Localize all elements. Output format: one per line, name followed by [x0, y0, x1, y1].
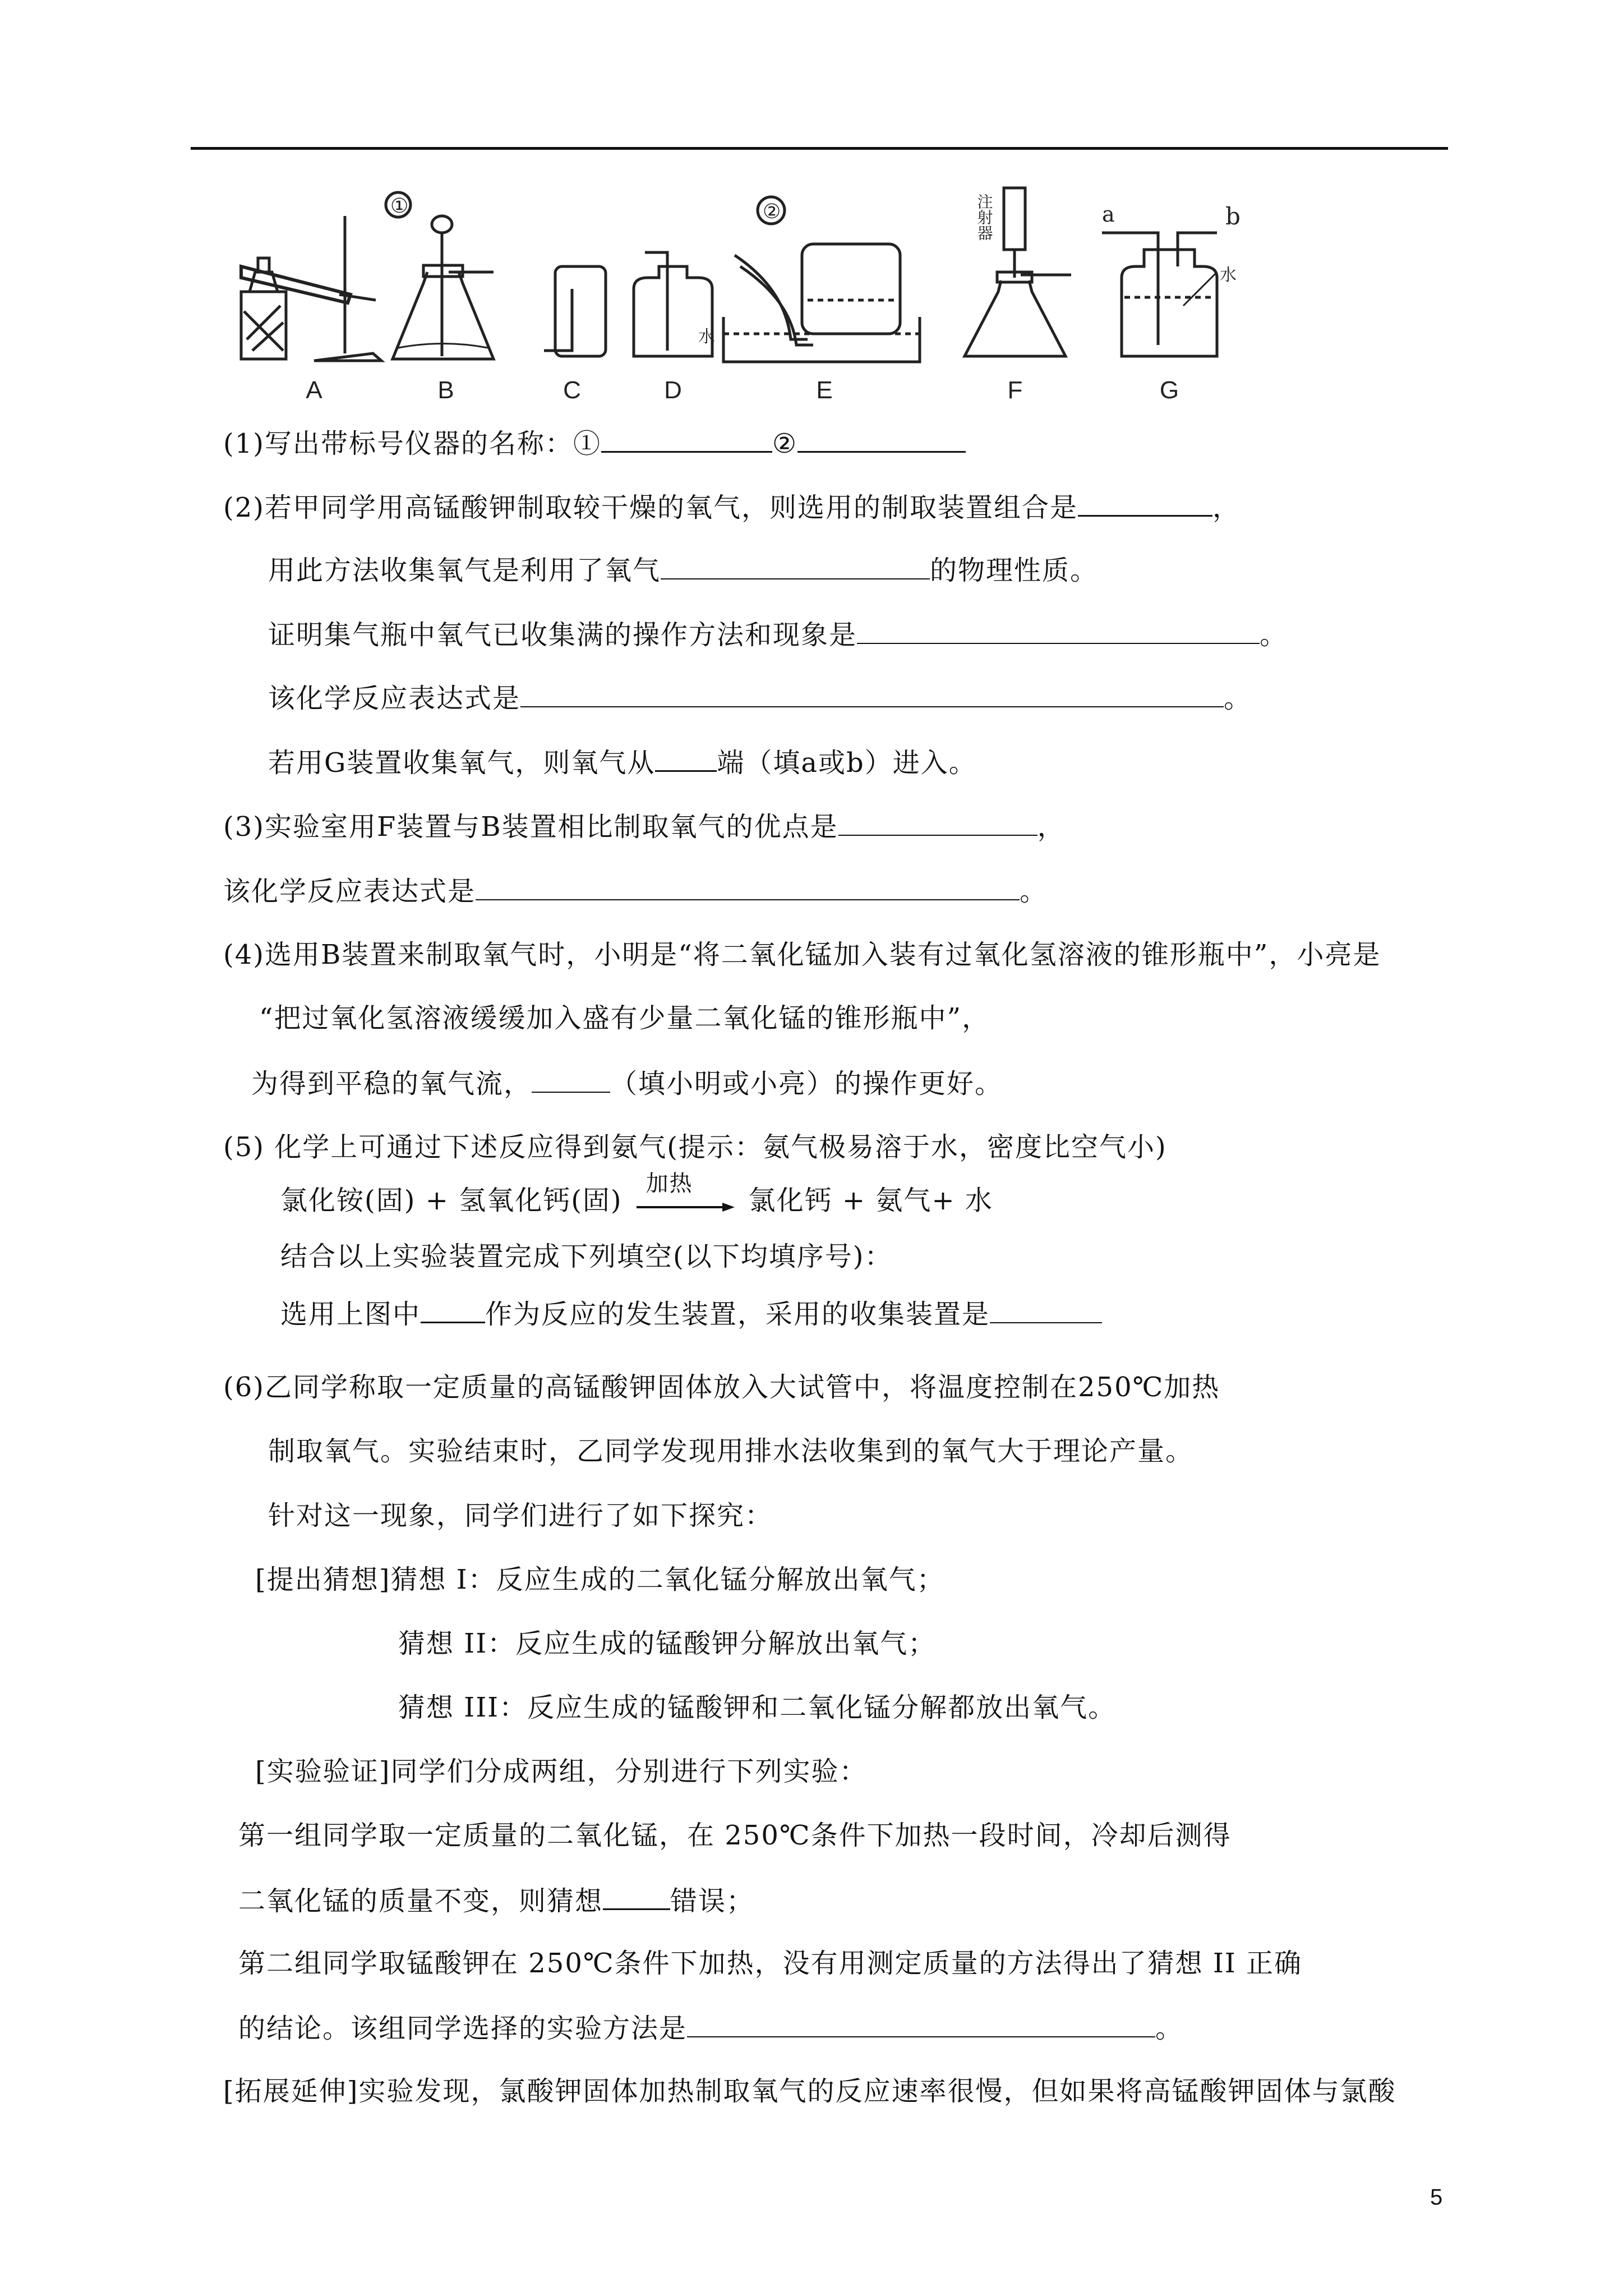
q5d-text-2: 作为反应的发生装置，采用的收集装置是 — [485, 1299, 990, 1330]
q2d-line — [268, 680, 1252, 715]
q3b-line — [223, 873, 1048, 908]
q2c-post: 。 — [1260, 619, 1288, 651]
apparatus-figure — [230, 182, 1273, 407]
q2a-line — [223, 489, 1241, 524]
q2d-blank[interactable] — [520, 680, 1224, 707]
label-a: A — [306, 376, 322, 404]
label-b: B — [437, 376, 454, 404]
q6k-post: 。 — [1155, 2013, 1184, 2044]
apparatus-g — [1102, 233, 1217, 356]
q2b-post: 的物理性质。 — [930, 555, 1099, 586]
q6k-text: 的结论。该组同学选择的实验方法是 — [238, 2013, 688, 2044]
q2b-blank[interactable] — [661, 553, 930, 579]
q1-blank-1[interactable] — [601, 425, 772, 453]
q6f-line: 猜想 III：反应生成的锰酸钾和二氧化锰分解都放出氧气。 — [398, 1692, 1117, 1723]
q3a-post: ， — [1037, 811, 1066, 843]
q5d-line — [280, 1296, 1102, 1331]
q5c-line: 结合以上实验装置完成下列填空(以下均填序号)： — [280, 1241, 893, 1272]
q6g-line: [实验验证]同学们分成两组，分别进行下列实验： — [255, 1756, 868, 1787]
q4c-post: （填小明或小亮）的操作更好。 — [610, 1068, 1003, 1099]
q5b-reactants: 氯化铵(固) + 氢氧化钙(固) — [280, 1185, 623, 1216]
arrow-condition: 加热 — [645, 1170, 693, 1197]
q6b-line: 制取氧气。实验结束时，乙同学发现用排水法收集到的氧气大于理论产量。 — [268, 1435, 1194, 1467]
q1-blank-2[interactable] — [797, 425, 966, 453]
q5d-blank-2[interactable] — [990, 1296, 1102, 1323]
q6i-post: 错误； — [670, 1885, 755, 1917]
q6k-blank[interactable] — [687, 2010, 1155, 2037]
label-d: D — [664, 376, 682, 404]
q3a-blank[interactable] — [838, 809, 1038, 836]
label-c: C — [563, 376, 581, 404]
q2e-blank[interactable] — [655, 744, 717, 772]
q6k-line — [238, 2010, 1183, 2045]
apparatus-a — [241, 216, 381, 361]
label-e: E — [816, 376, 833, 404]
q5b-products: 氯化钙 + 氨气+ 水 — [748, 1185, 993, 1216]
apparatus-c — [544, 266, 606, 356]
q2d-text: 该化学反应表达式是 — [268, 683, 521, 714]
q2c-blank[interactable] — [857, 617, 1260, 644]
q2c-line — [268, 617, 1288, 652]
label-g: G — [1159, 376, 1179, 404]
header-rule — [191, 147, 1448, 150]
q6h-line: 第一组同学取一定质量的二氧化锰，在 250℃条件下加热一段时间，冷却后测得 — [238, 1820, 1232, 1851]
q4a-line: (4)选用B装置来制取氧气时，小明是“将二氧化锰加入装有过氧化氢溶液的锥形瓶中”，小亮是 — [223, 939, 1381, 970]
q2e-post: 端（填a或b）进入。 — [717, 747, 977, 779]
callout-g-water: 水 — [1220, 265, 1237, 285]
callout-1: ① — [390, 195, 409, 218]
label-f: F — [1007, 376, 1023, 404]
callout-2: ② — [763, 200, 781, 223]
q5a-line: (5) 化学上可通过下述反应得到氨气(提示：氨气极易溶于水，密度比空气小) — [223, 1131, 1167, 1163]
q2c-text: 证明集气瓶中氧气已收集满的操作方法和现象是 — [268, 619, 857, 651]
apparatus-diagram — [230, 182, 1273, 407]
q3a-line — [223, 809, 1066, 844]
q5d-blank-1[interactable] — [421, 1296, 485, 1323]
q2a-blank[interactable] — [1078, 489, 1212, 517]
q6i-blank[interactable] — [603, 1883, 670, 1910]
q6j-line: 第二组同学取锰酸钾在 250℃条件下加热，没有用测定质量的方法得出了猜想 II 正确 — [238, 1948, 1303, 1979]
q1-text-2: ② — [772, 428, 798, 459]
q2b-line — [268, 553, 1098, 587]
q4b-line: “把过氧化氢溶液缓缓加入盛有少量二氧化锰的锥形瓶中”， — [259, 1002, 990, 1034]
q3b-blank[interactable] — [476, 873, 1020, 900]
q6i-line — [238, 1883, 754, 1918]
q4c-line — [251, 1066, 1003, 1101]
q1-line — [223, 425, 966, 461]
q4c-blank[interactable] — [532, 1066, 610, 1093]
q3a-text: (3)实验室用F装置与B装置相比制取氧气的优点是 — [223, 811, 838, 843]
q2a-post: ， — [1212, 492, 1241, 523]
q5d-text: 选用上图中 — [280, 1299, 421, 1330]
q4c-text: 为得到平稳的氧气流， — [251, 1068, 532, 1099]
callout-syringe: 注射器 — [975, 194, 994, 241]
q5b-equation — [280, 1170, 993, 1220]
reaction-arrow — [634, 1170, 737, 1220]
q6i-text: 二氧化锰的质量不变，则猜想 — [238, 1885, 603, 1917]
q6d-line: [提出猜想]猜想 I：反应生成的二氧化锰分解放出氧气； — [255, 1564, 945, 1595]
q2e-line — [268, 744, 977, 780]
q1-text: (1)写出带标号仪器的名称：① — [223, 428, 601, 459]
q2d-post: 。 — [1224, 683, 1252, 714]
q7-line: [拓展延伸]实验发现，氯酸钾固体加热制取氧气的反应速率很慢，但如果将高锰酸钾固体与氯酸 — [223, 2076, 1396, 2107]
apparatus-e — [723, 197, 920, 362]
callout-g-b: b — [1225, 203, 1241, 230]
q6a-line: (6)乙同学称取一定质量的高锰酸钾固体放入大试管中，将温度控制在250℃加热 — [223, 1372, 1220, 1403]
q6c-line: 针对这一现象，同学们进行了如下探究： — [268, 1500, 773, 1531]
q3b-post: 。 — [1020, 876, 1048, 907]
q6e-line: 猜想 II：反应生成的锰酸钾分解放出氧气； — [398, 1628, 937, 1659]
q2a-text: (2)若甲同学用高锰酸钾制取较干燥的氧气，则选用的制取装置组合是 — [223, 492, 1078, 523]
page-number: 5 — [1430, 2185, 1443, 2210]
q2b-text: 用此方法收集氧气是利用了氧气 — [268, 555, 661, 586]
callout-g-a: a — [1102, 202, 1115, 227]
callout-e-water: 水 — [698, 327, 715, 347]
q2e-text: 若用G装置收集氧气，则氧气从 — [268, 747, 656, 779]
q3b-text: 该化学反应表达式是 — [223, 876, 476, 907]
